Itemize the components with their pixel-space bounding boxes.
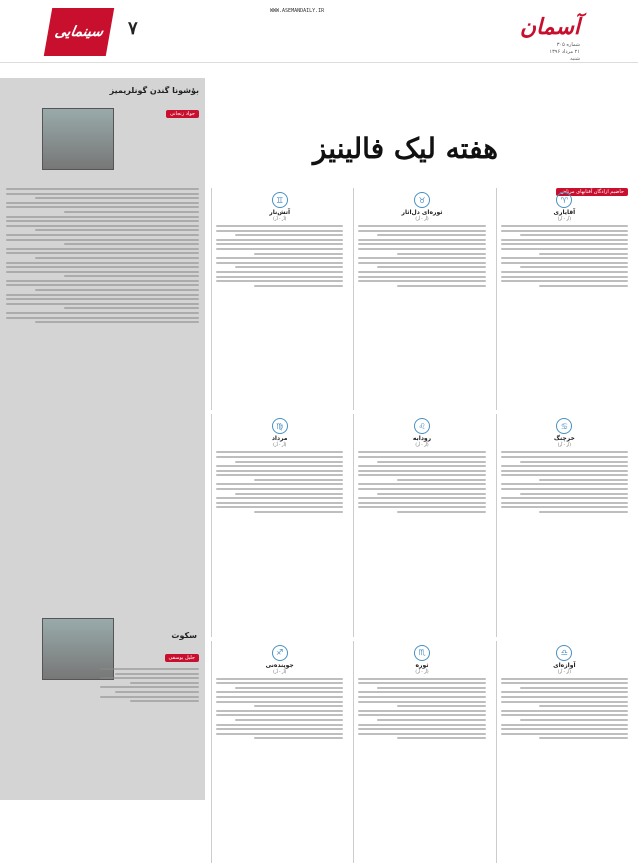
sagittarius-icon: ♐ bbox=[272, 645, 288, 661]
sign-name: خرچنگ bbox=[553, 435, 575, 443]
sign-date: (اُر - اُر) bbox=[415, 442, 429, 448]
horoscope-cell bbox=[211, 414, 347, 636]
issue-date: ۲۱ مرداد ۱۳۹۶ bbox=[549, 49, 580, 55]
sidebar-body-text bbox=[6, 188, 199, 608]
sign-body bbox=[358, 678, 485, 740]
sign-body bbox=[501, 225, 628, 287]
issue-day: شنبه bbox=[570, 56, 580, 62]
sign-name: جوینده‌نی bbox=[265, 661, 294, 669]
sign-body bbox=[216, 678, 343, 740]
horoscope-cell bbox=[211, 188, 347, 410]
sign-date: (اُر - اُر) bbox=[557, 442, 571, 448]
main-article bbox=[205, 70, 638, 800]
scorpio-icon: ♏ bbox=[414, 645, 430, 661]
sign-name: رودابه bbox=[412, 435, 432, 443]
sign-body bbox=[358, 451, 485, 513]
horoscope-cell bbox=[496, 188, 632, 410]
article-author-tag: حاضیم ازادگان آفتابهای مرتاض bbox=[556, 188, 628, 196]
horoscope-cell bbox=[353, 641, 489, 863]
cancer-icon: ♋ bbox=[556, 418, 572, 434]
issue-info bbox=[549, 42, 580, 63]
author-tag: جواد زنجانی bbox=[166, 110, 199, 118]
sign-name: مرداد bbox=[271, 435, 288, 443]
sign-date: (اُر - اُر) bbox=[273, 442, 287, 448]
website-url: WWW.ASEMANDAILY.IR bbox=[270, 8, 325, 14]
virgo-icon: ♍ bbox=[272, 418, 288, 434]
article-title: هفته لیک فالینیز bbox=[312, 132, 498, 165]
author1-row bbox=[166, 100, 199, 119]
page-header bbox=[0, 0, 638, 70]
sign-date: (اُر - اُر) bbox=[557, 668, 571, 674]
sidebar-poem-text bbox=[100, 668, 199, 788]
sign-body bbox=[501, 678, 628, 740]
libra-icon: ♎ bbox=[556, 645, 572, 661]
sign-name: آتش‌نار bbox=[269, 209, 291, 216]
page-number: ۷ bbox=[128, 18, 138, 38]
gemini-icon: ♊ bbox=[272, 192, 288, 208]
author2-row bbox=[165, 644, 200, 663]
sign-date: (اُر - اُر) bbox=[415, 668, 429, 674]
horoscope-cell bbox=[496, 414, 632, 636]
section-logo-text: سینمایی bbox=[53, 24, 105, 40]
sign-body bbox=[358, 225, 485, 287]
sidebar-title: بؤشونا گندن گونلریمیز bbox=[109, 86, 199, 95]
sign-name: ثوره bbox=[415, 661, 429, 669]
sidebar-column bbox=[0, 78, 205, 800]
aries-icon: ♈ bbox=[556, 192, 572, 208]
sign-date: (اُر - اُر) bbox=[273, 216, 287, 221]
horoscope-cell bbox=[496, 641, 632, 863]
horoscope-cell bbox=[353, 188, 489, 410]
sidebar-subtitle: سکوت bbox=[171, 631, 197, 640]
sign-name: آوازه‌ای bbox=[553, 661, 576, 669]
issue-number: شماره ۳۰۵ bbox=[556, 42, 580, 48]
sign-name: آقایاری bbox=[553, 209, 576, 216]
leo-icon: ♌ bbox=[414, 418, 430, 434]
sign-body bbox=[216, 225, 343, 287]
sign-date: (اُر - اُر) bbox=[557, 216, 571, 221]
sign-body bbox=[501, 451, 628, 513]
sign-date: (اُر - اُر) bbox=[415, 216, 429, 221]
sign-body bbox=[216, 451, 343, 513]
header-divider bbox=[0, 62, 638, 63]
horoscope-cell bbox=[353, 414, 489, 636]
taurus-icon: ♉ bbox=[414, 192, 430, 208]
masthead: آسمان bbox=[519, 14, 580, 40]
horoscope-cell bbox=[211, 641, 347, 863]
horoscope-grid bbox=[211, 188, 632, 863]
author-tag: جلیل یوسفی bbox=[165, 654, 200, 662]
author-photo bbox=[42, 108, 114, 170]
section-logo bbox=[44, 8, 114, 56]
sign-name: ثوره‌ای دل‌اثار bbox=[401, 209, 443, 216]
sign-date: (اُر - اُر) bbox=[273, 668, 287, 674]
